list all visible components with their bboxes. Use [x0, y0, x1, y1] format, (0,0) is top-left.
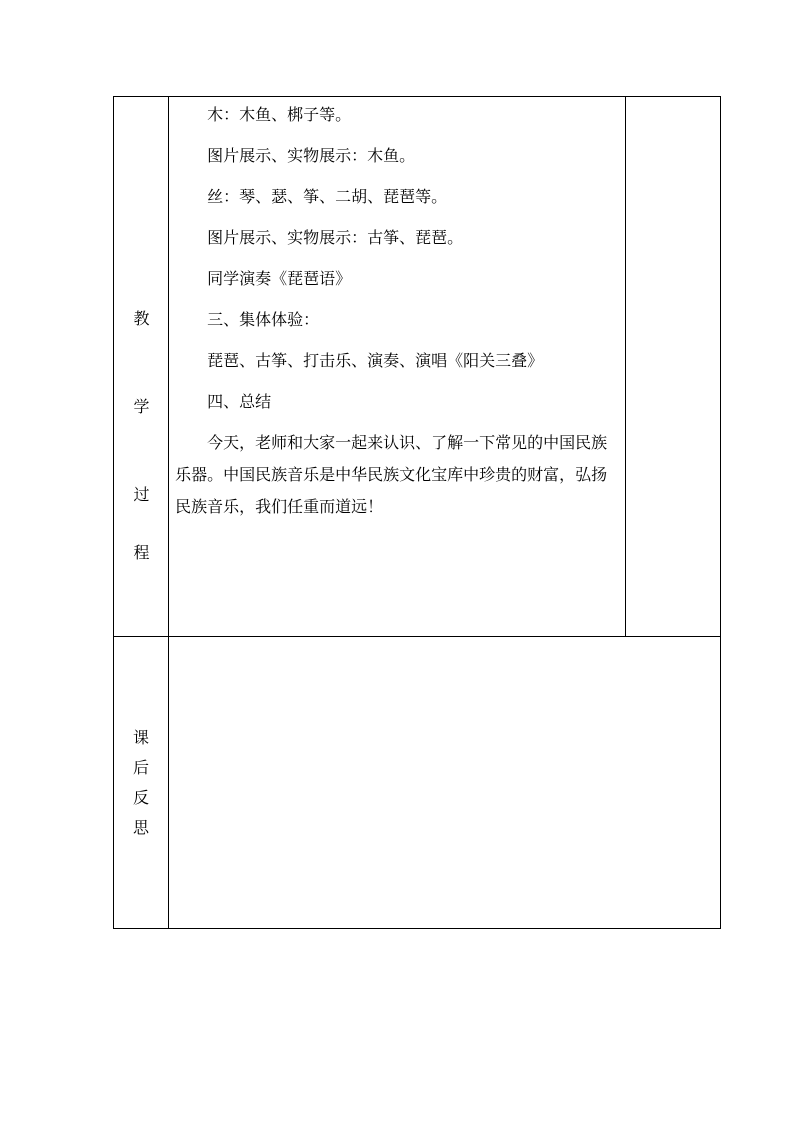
content-line: 琵琶、古筝、打击乐、演奏、演唱《阳关三叠》 [207, 351, 544, 370]
summary-paragraph: 今天，老师和大家一起来认识、了解一下常见的中国民族乐器。中国民族音乐是中华民族文化宝库中珍贵的财富，弘扬民族音乐，我们任重而道远！ [175, 433, 608, 516]
teaching-process-label-cell [114, 97, 169, 637]
reflection-label-cell [114, 637, 169, 929]
label-char: 思 [133, 817, 150, 837]
reflection-content-cell [169, 637, 721, 929]
post-class-reflection-row [114, 637, 721, 929]
teaching-process-content-cell [169, 97, 626, 637]
label-char: 学 [133, 397, 150, 416]
content-line: 同学演奏《琵琶语》 [207, 269, 352, 288]
label-char: 反 [133, 787, 150, 807]
teaching-process-content [169, 97, 625, 523]
content-line: 木：木鱼、梆子等。 [207, 105, 352, 124]
label-char: 教 [133, 309, 150, 328]
label-char: 课 [133, 727, 150, 747]
content-line: 图片展示、实物展示：木鱼。 [207, 146, 416, 165]
content-line: 丝：琴、瑟、筝、二胡、琵琶等。 [207, 187, 448, 206]
content-line: 三、集体体验： [207, 310, 320, 329]
reflection-label [114, 637, 168, 928]
label-char: 程 [133, 543, 150, 562]
lesson-plan-table [113, 96, 721, 929]
teaching-process-label [114, 97, 168, 636]
teaching-process-notes-cell [625, 97, 720, 637]
content-line: 图片展示、实物展示：古筝、琵琶。 [207, 228, 464, 247]
label-char: 后 [133, 757, 150, 777]
teaching-process-row [114, 97, 721, 637]
content-line: 四、总结 [207, 392, 272, 411]
label-char: 过 [133, 485, 150, 504]
